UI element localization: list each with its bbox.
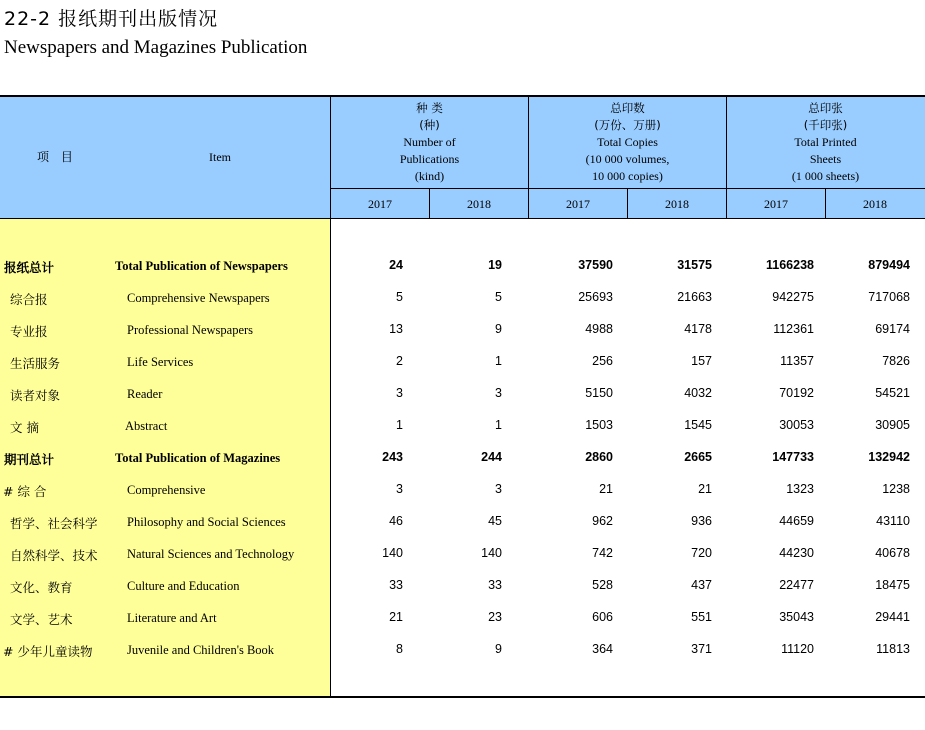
table-cell: 30905 bbox=[875, 418, 910, 432]
row-label-en: Philosophy and Social Sciences bbox=[127, 515, 286, 529]
table-cell: 551 bbox=[691, 610, 712, 624]
group-header-line: (万份、万册) bbox=[594, 118, 661, 132]
row-label-en: Professional Newspapers bbox=[127, 323, 254, 337]
row-label-cn: 自然科学、技术 bbox=[10, 548, 98, 563]
table-cell: 13 bbox=[389, 322, 403, 336]
group-header bbox=[331, 100, 528, 185]
group-header bbox=[529, 100, 726, 185]
table-cell: 528 bbox=[592, 578, 613, 592]
row-label-en: Juvenile and Children's Book bbox=[127, 643, 275, 657]
table-cell: 1545 bbox=[684, 418, 712, 432]
table-cell: 54521 bbox=[875, 386, 910, 400]
row-label-cn: 文 摘 bbox=[10, 420, 39, 435]
group-header-line: Publications bbox=[399, 152, 460, 166]
group-header-line: 种 类 bbox=[416, 101, 443, 115]
table-cell: 5150 bbox=[585, 386, 613, 400]
row-label-cn: # 少年儿童读物 bbox=[3, 644, 93, 659]
table-cell: 112361 bbox=[773, 322, 814, 336]
table-cell: 40678 bbox=[875, 546, 910, 560]
table-cell: 936 bbox=[691, 514, 712, 528]
table-row bbox=[0, 322, 925, 342]
table-cell: 132942 bbox=[868, 450, 910, 464]
table-cell: 742 bbox=[592, 546, 613, 560]
divider bbox=[330, 188, 925, 189]
table-cell: 7826 bbox=[882, 354, 910, 368]
table-cell: 4032 bbox=[684, 386, 712, 400]
table-cell: 23 bbox=[488, 610, 502, 624]
group-header-line: (种) bbox=[419, 118, 440, 132]
header-item-en: Item bbox=[209, 150, 231, 164]
table-cell: 37590 bbox=[578, 258, 613, 272]
table-row bbox=[0, 610, 925, 630]
row-label-cn: 专业报 bbox=[10, 324, 48, 339]
row-label-en: Abstract bbox=[125, 419, 168, 433]
table-cell: 21 bbox=[389, 610, 403, 624]
table-cell: 35043 bbox=[779, 610, 814, 624]
row-label-en: Total Publication of Magazines bbox=[115, 451, 281, 465]
table-cell: 3 bbox=[495, 386, 502, 400]
table-cell: 1238 bbox=[882, 482, 910, 496]
group-header-line: (1 000 sheets) bbox=[791, 169, 860, 183]
table-cell: 962 bbox=[592, 514, 613, 528]
divider bbox=[0, 218, 925, 219]
group-header-line: 总印张 bbox=[808, 101, 843, 115]
table-cell: 720 bbox=[691, 546, 712, 560]
table-row bbox=[0, 386, 925, 406]
table-cell: 3 bbox=[396, 482, 403, 496]
table-cell: 70192 bbox=[779, 386, 814, 400]
table-cell: 5 bbox=[396, 290, 403, 304]
table-bottom-rule bbox=[0, 696, 925, 698]
table-cell: 371 bbox=[691, 642, 712, 656]
group-header-line: Total Copies bbox=[597, 135, 658, 149]
table-cell: 31575 bbox=[677, 258, 712, 272]
table-row bbox=[0, 546, 925, 566]
table-row bbox=[0, 258, 925, 278]
row-label-en: Culture and Education bbox=[127, 579, 240, 593]
group-header-line: Sheets bbox=[809, 152, 842, 166]
table-cell: 140 bbox=[481, 546, 502, 560]
table-cell: 244 bbox=[481, 450, 502, 464]
table-row bbox=[0, 514, 925, 534]
table-cell: 11120 bbox=[781, 642, 814, 656]
table-cell: 2860 bbox=[585, 450, 613, 464]
table-cell: 3 bbox=[495, 482, 502, 496]
row-label-cn: 文化、教育 bbox=[10, 580, 73, 595]
row-label-cn: 期刊总计 bbox=[4, 452, 55, 467]
table-cell: 69174 bbox=[875, 322, 910, 336]
table-cell: 942275 bbox=[772, 290, 814, 304]
table-top-rule bbox=[0, 95, 925, 97]
group-header-line: 10 000 copies) bbox=[592, 169, 663, 183]
table-cell: 21663 bbox=[677, 290, 712, 304]
row-label-cn: 文学、艺术 bbox=[10, 612, 73, 627]
group-header-line: Number of bbox=[403, 135, 456, 149]
table-title-en: Newspapers and Magazines Publication bbox=[4, 37, 308, 58]
table-cell: 5 bbox=[495, 290, 502, 304]
group-header-line: (千印张) bbox=[803, 118, 848, 132]
table-cell: 8 bbox=[396, 642, 403, 656]
table-cell: 2 bbox=[396, 354, 403, 368]
table-cell: 243 bbox=[382, 450, 403, 464]
group-header-line: (kind) bbox=[414, 169, 445, 183]
table-row bbox=[0, 450, 925, 470]
header-item-cn: 项 目 bbox=[37, 150, 77, 164]
table-cell: 33 bbox=[389, 578, 403, 592]
table-cell: 30053 bbox=[779, 418, 814, 432]
row-label-cn: 生活服务 bbox=[10, 356, 61, 371]
group-header-line: Total Printed bbox=[794, 135, 857, 149]
row-label-cn: 哲学、社会科学 bbox=[10, 516, 98, 531]
table-cell: 46 bbox=[389, 514, 403, 528]
year-header: 2018 bbox=[863, 197, 887, 211]
table-cell: 2665 bbox=[684, 450, 712, 464]
table-cell: 45 bbox=[488, 514, 502, 528]
table-cell: 9 bbox=[495, 642, 502, 656]
row-label-en: Comprehensive bbox=[127, 483, 206, 497]
table-cell: 1503 bbox=[585, 418, 613, 432]
table-cell: 44230 bbox=[779, 546, 814, 560]
table-row bbox=[0, 354, 925, 374]
row-label-en: Literature and Art bbox=[127, 611, 217, 625]
row-label-cn: 综合报 bbox=[10, 292, 48, 307]
table-cell: 4988 bbox=[585, 322, 613, 336]
table-row bbox=[0, 578, 925, 598]
table-row bbox=[0, 290, 925, 310]
table-cell: 1166238 bbox=[766, 258, 814, 272]
row-label-en: Reader bbox=[127, 387, 163, 401]
table-cell: 11813 bbox=[876, 642, 910, 656]
table-cell: 43110 bbox=[876, 514, 910, 528]
year-header: 2017 bbox=[566, 197, 590, 211]
table-cell: 21 bbox=[698, 482, 712, 496]
row-label-cn: # 综 合 bbox=[3, 484, 47, 499]
year-header: 2018 bbox=[665, 197, 689, 211]
table-cell: 1 bbox=[495, 418, 502, 432]
table-cell: 1 bbox=[495, 354, 502, 368]
row-label-en: Total Publication of Newspapers bbox=[115, 259, 288, 273]
row-label-en: Comprehensive Newspapers bbox=[127, 291, 270, 305]
table-cell: 11357 bbox=[780, 354, 814, 368]
table-cell: 9 bbox=[495, 322, 502, 336]
table-cell: 4178 bbox=[684, 322, 712, 336]
table-cell: 606 bbox=[592, 610, 613, 624]
year-header: 2018 bbox=[467, 197, 491, 211]
table-cell: 24 bbox=[389, 258, 403, 272]
year-header: 2017 bbox=[764, 197, 788, 211]
table-cell: 19 bbox=[488, 258, 502, 272]
table-cell: 140 bbox=[382, 546, 403, 560]
table-cell: 147733 bbox=[772, 450, 814, 464]
table-cell: 44659 bbox=[779, 514, 814, 528]
table-cell: 437 bbox=[691, 578, 712, 592]
row-label-cn: 读者对象 bbox=[10, 388, 61, 403]
group-header bbox=[727, 100, 924, 185]
table-cell: 717068 bbox=[868, 290, 910, 304]
row-label-en: Life Services bbox=[127, 355, 194, 369]
table-cell: 1 bbox=[396, 418, 403, 432]
group-header-line: 总印数 bbox=[610, 101, 645, 115]
table-cell: 364 bbox=[592, 642, 613, 656]
table-cell: 18475 bbox=[875, 578, 910, 592]
table-cell: 1323 bbox=[786, 482, 814, 496]
table-row bbox=[0, 642, 925, 662]
table-row bbox=[0, 418, 925, 438]
group-header-line: (10 000 volumes, bbox=[585, 152, 670, 166]
table-cell: 22477 bbox=[779, 578, 814, 592]
table-cell: 29441 bbox=[875, 610, 910, 624]
table-cell: 879494 bbox=[868, 258, 910, 272]
table-cell: 256 bbox=[592, 354, 613, 368]
table-cell: 3 bbox=[396, 386, 403, 400]
table-cell: 157 bbox=[691, 354, 712, 368]
table-title-cn: 22-2 报纸期刊出版情况 bbox=[4, 8, 219, 30]
table-cell: 25693 bbox=[578, 290, 613, 304]
row-label-en: Natural Sciences and Technology bbox=[127, 547, 295, 561]
row-label-cn: 报纸总计 bbox=[4, 260, 55, 275]
table-cell: 33 bbox=[488, 578, 502, 592]
table-cell: 21 bbox=[599, 482, 613, 496]
table-row bbox=[0, 482, 925, 502]
year-header: 2017 bbox=[368, 197, 392, 211]
